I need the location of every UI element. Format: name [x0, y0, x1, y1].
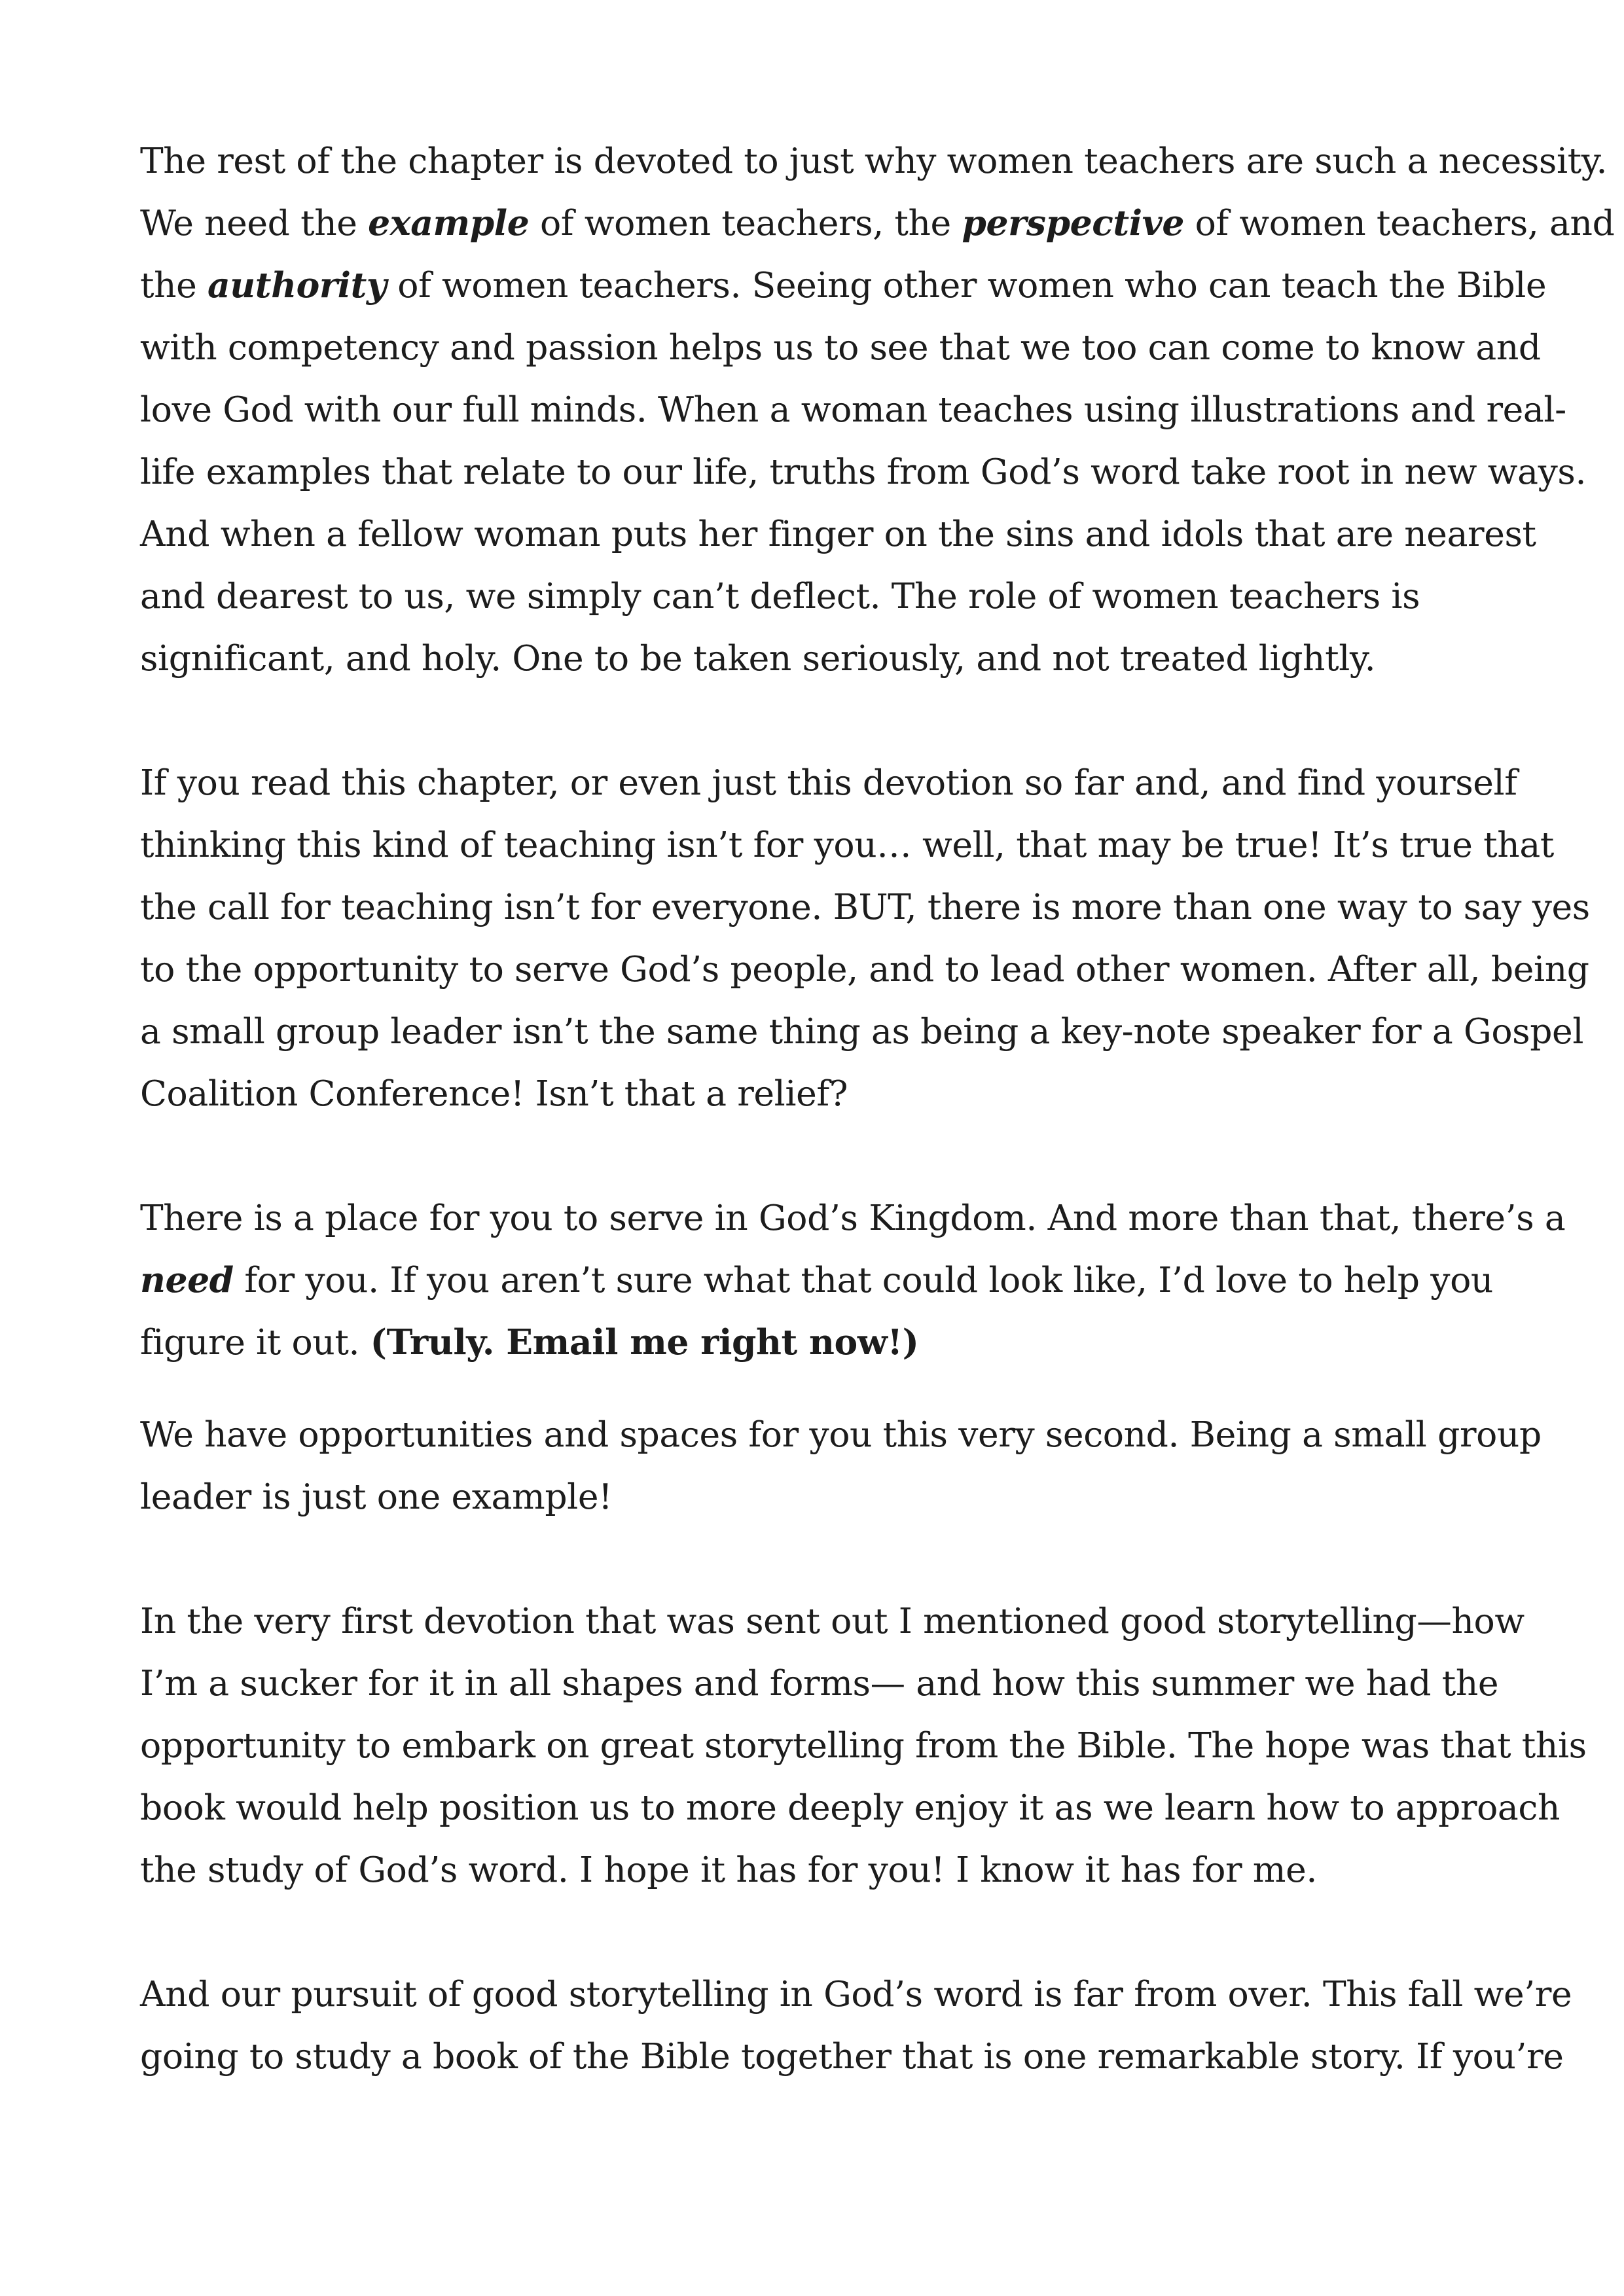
text-run: the call for teaching isn’t for everyone. BUT, there is more than one way to say yes — [140, 886, 1590, 927]
text-line — [140, 2025, 1574, 2087]
text-run: with competency and passion helps us to see that we too can come to know and — [140, 327, 1541, 368]
text-run: And our pursuit of good storytelling in God’s word is far from over. This fall we’re — [140, 1973, 1572, 2015]
text-line — [140, 503, 1574, 565]
text-line — [140, 1465, 1574, 1528]
text-run: life examples that relate to our life, truths from God’s word take root in new ways. — [140, 451, 1587, 492]
text-run: If you read this chapter, or even just this devotion so far and, and find yourself — [140, 762, 1517, 803]
text-run: In the very first devotion that was sent out I mentioned good storytelling—how — [140, 1600, 1525, 1641]
text-run: the study of God’s word. I hope it has for you! I know it has for me. — [140, 1849, 1318, 1890]
paragraph — [140, 1187, 1574, 1373]
text-line — [140, 1963, 1574, 2025]
text-line — [140, 440, 1587, 503]
text-run: I’m a sucker for it in all shapes and forms— and how this summer we had the — [140, 1662, 1499, 1704]
paragraph-gap — [140, 689, 1574, 751]
text-line — [140, 130, 1608, 192]
text-run: thinking this kind of teaching isn’t for you… well, that may be true! It’s true that — [140, 824, 1554, 865]
text-run: going to study a book of the Bible together that is one remarkable story. If you’re — [140, 2036, 1564, 2077]
paragraph — [140, 1963, 1574, 2087]
text-run: figure it out. — [140, 1321, 370, 1363]
text-line — [140, 1714, 1587, 1776]
text-run: of women teachers, and — [1183, 202, 1615, 243]
text-line — [140, 1187, 1574, 1249]
text-run: There is a place for you to serve in God’s Kingdom. And more than that, there’s a — [140, 1197, 1566, 1238]
text-line — [140, 378, 1574, 440]
text-line — [140, 1590, 1574, 1652]
text-run: The rest of the chapter is devoted to just why women teachers are such a necessity. — [140, 140, 1608, 181]
emphasis-text: perspective — [962, 202, 1184, 243]
text-run: of women teachers, the — [529, 202, 962, 243]
text-run: of women teachers. Seeing other women who can teach the Bible — [386, 264, 1547, 306]
paragraph — [140, 1403, 1574, 1528]
text-line — [140, 876, 1590, 938]
text-line — [140, 1403, 1574, 1465]
text-line — [140, 1776, 1574, 1839]
text-line — [140, 814, 1574, 876]
text-run: significant, and holy. One to be taken seriously, and not treated lightly. — [140, 637, 1376, 679]
paragraph — [140, 130, 1615, 689]
paragraph-gap — [140, 1124, 1574, 1187]
emphasis-text: example — [368, 202, 530, 243]
emphasis-text: need — [140, 1259, 234, 1300]
text-line — [140, 1062, 1574, 1124]
text-line — [140, 565, 1574, 627]
text-run: and dearest to us, we simply can’t deflect. The role of women teachers is — [140, 575, 1420, 617]
paragraph-gap — [140, 1528, 1574, 1590]
text-line — [140, 751, 1574, 814]
text-run: love God with our full minds. When a woman teaches using illustrations and real- — [140, 389, 1566, 430]
text-line — [140, 1000, 1584, 1062]
text-line — [140, 627, 1574, 689]
text-run: leader is just one example! — [140, 1476, 613, 1517]
text-run: We need the — [140, 202, 369, 243]
body-text — [140, 130, 1615, 2087]
text-run: We have opportunities and spaces for you this very second. Being a small group — [140, 1414, 1542, 1455]
text-line — [140, 938, 1589, 1000]
paragraph-gap — [140, 1901, 1574, 1963]
text-line — [140, 1839, 1574, 1901]
text-line — [140, 1652, 1574, 1714]
text-run: opportunity to embark on great storytelling from the Bible. The hope was that this — [140, 1725, 1587, 1766]
text-line — [140, 254, 1574, 316]
text-line — [140, 1249, 1574, 1311]
bold-text: (Truly. Email me right now!) — [370, 1321, 919, 1363]
text-run: for you. If you aren’t sure what that could look like, I’d love to help you — [233, 1259, 1493, 1300]
text-run: book would help position us to more deeply enjoy it as we learn how to approach — [140, 1787, 1561, 1828]
text-line — [140, 192, 1615, 254]
text-run: a small group leader isn’t the same thing as being a key-note speaker for a Gospel — [140, 1011, 1584, 1052]
paragraph-gap — [140, 1373, 1574, 1403]
text-line — [140, 1311, 1574, 1373]
text-run: Coalition Conference! Isn’t that a relief? — [140, 1073, 848, 1114]
text-line — [140, 316, 1574, 378]
paragraph — [140, 1590, 1587, 1901]
paragraph — [140, 751, 1590, 1124]
text-run: the — [140, 264, 208, 306]
text-run: And when a fellow woman puts her finger on the sins and idols that are nearest — [140, 513, 1536, 554]
text-run: to the opportunity to serve God’s people, and to lead other women. After all, being — [140, 948, 1589, 990]
emphasis-text: authority — [208, 264, 387, 306]
